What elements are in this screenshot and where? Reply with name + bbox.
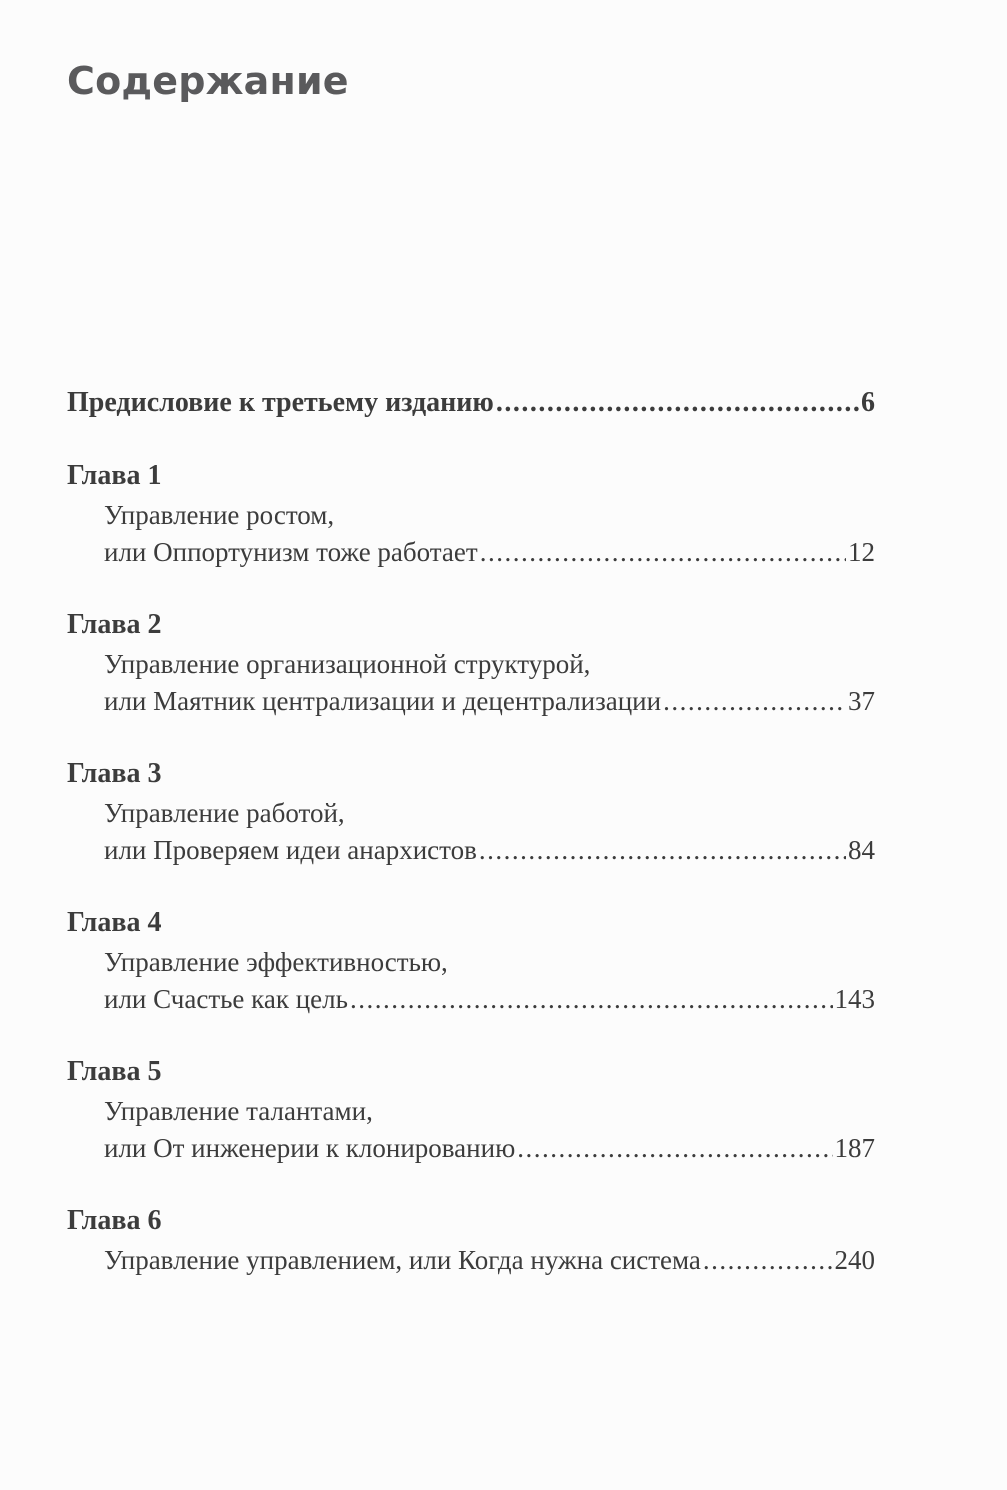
chapter-label: Глава 6 [67,1205,162,1236]
chapter-label: Глава 2 [67,609,162,640]
dot-leader [663,683,846,720]
toc-entry-chapter-3 [67,755,875,869]
chapter-page-number: 240 [834,1245,875,1275]
preface-title: Предисловие к третьему изданию [67,387,494,418]
dot-leader [480,534,846,571]
preface-page-number: 6 [861,387,875,418]
chapter-title-line-2: или Проверяем идеи анархистов [104,835,477,865]
chapter-title-line-1: Управление организационной структурой, [104,649,591,679]
chapter-title-line-2: или Оппортунизм тоже работает [104,537,478,567]
chapter-label: Глава 4 [67,907,162,938]
toc-entry-chapter-1 [67,457,875,571]
chapter-page-number: 143 [834,984,875,1014]
toc-entry-chapter-5 [67,1053,875,1167]
chapter-page-number: 84 [848,835,875,865]
dot-leader [496,384,859,422]
dot-leader [703,1242,833,1279]
chapter-page-number: 37 [848,686,875,716]
chapter-page-number: 12 [848,537,875,567]
chapter-page-number: 187 [834,1133,875,1163]
chapter-label: Глава 1 [67,460,162,491]
chapter-title-line-1: Управление управлением, или Когда нужна система [104,1245,701,1275]
table-of-contents [67,384,875,1279]
chapter-title-line-2: или Счастье как цель [104,984,348,1014]
chapter-title-line-1: Управление работой, [104,798,345,828]
chapter-title-line-1: Управление эффективностью, [104,947,448,977]
chapter-label: Глава 3 [67,758,162,789]
toc-entry-preface [67,384,875,422]
chapter-title-line-2: или Маятник централизации и децентрализации [104,686,662,716]
toc-entry-chapter-4 [67,904,875,1018]
dot-leader [479,832,846,869]
page-title: Содержание [67,59,349,103]
dot-leader [517,1130,832,1167]
toc-entry-chapter-6 [67,1202,875,1279]
dot-leader [350,981,833,1018]
toc-entry-chapter-2 [67,606,875,720]
chapter-title-line-1: Управление талантами, [104,1096,373,1126]
chapter-label: Глава 5 [67,1056,162,1087]
chapter-title-line-2: или От инженерии к клонированию [104,1133,516,1163]
chapter-title-line-1: Управление ростом, [104,500,335,530]
